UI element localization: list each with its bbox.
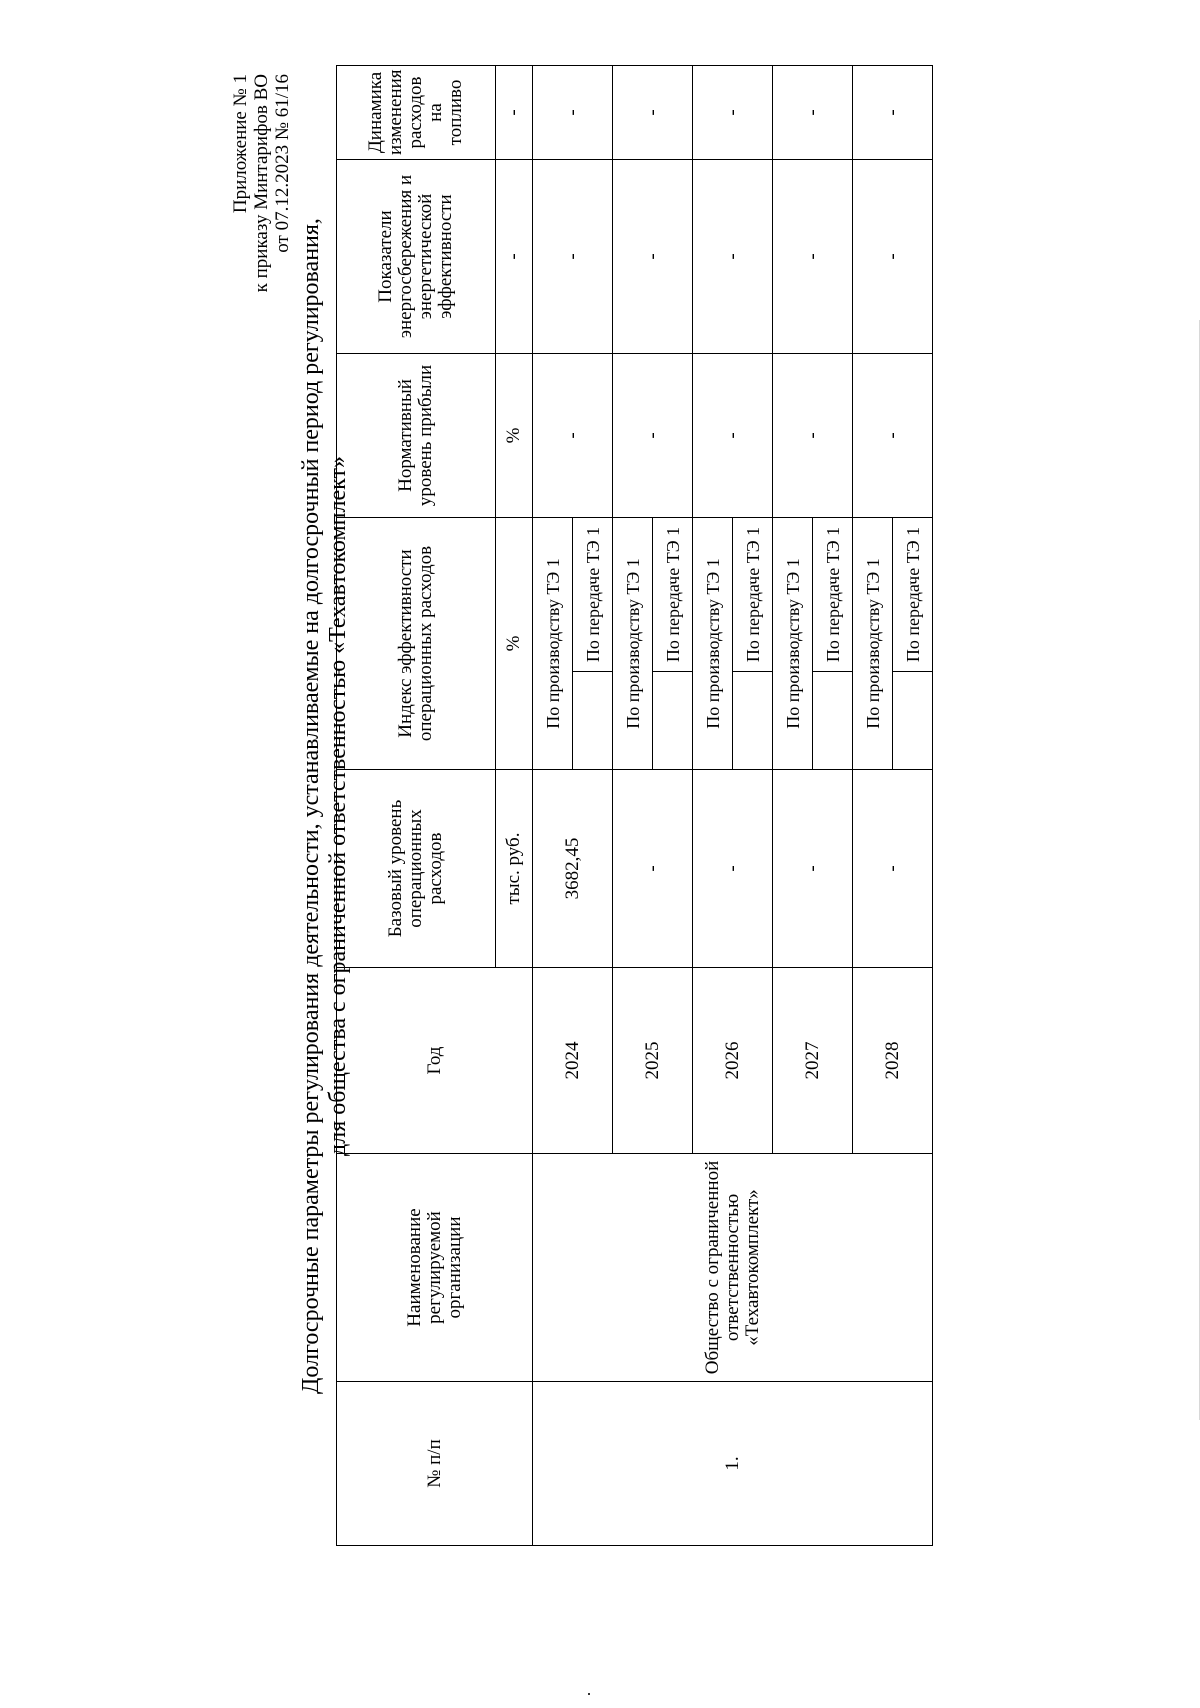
unit-base: тыс. руб. bbox=[496, 770, 533, 968]
year-cell: 2024 bbox=[533, 968, 613, 1154]
index-transmission: По передаче ТЭ 1 bbox=[653, 518, 693, 672]
unit-profit: % bbox=[496, 354, 533, 518]
title-line-1: Долгосрочные параметры регулирования деятельности, устанавливаемые на долгосрочный период регулирования, bbox=[298, 218, 324, 1394]
header-index: Индекс эффективности операционных расходов bbox=[337, 518, 496, 770]
index-transmission: По передаче ТЭ 1 bbox=[733, 518, 773, 672]
appendix-header bbox=[230, 74, 293, 292]
fuel-cell: - bbox=[773, 66, 853, 160]
header-num: № п/п bbox=[337, 1382, 533, 1546]
profit-cell: - bbox=[613, 354, 693, 518]
header-row bbox=[337, 66, 496, 1546]
energy-cell: - bbox=[533, 160, 613, 354]
header-energy: Показатели энергосбережения и энергетической эффективности bbox=[337, 160, 496, 354]
index-transmission: По передаче ТЭ 1 bbox=[813, 518, 853, 672]
profit-cell: - bbox=[693, 354, 773, 518]
rotated-content bbox=[230, 66, 923, 1546]
fuel-cell: - bbox=[853, 66, 933, 160]
index-production: По производству ТЭ 1 bbox=[613, 518, 653, 770]
energy-cell: - bbox=[853, 160, 933, 354]
index-production: По производству ТЭ 1 bbox=[693, 518, 733, 770]
header-base: Базовый уровень операционных расходов bbox=[337, 770, 496, 968]
row-num: 1. bbox=[533, 1382, 933, 1546]
scan-dot bbox=[588, 1693, 590, 1695]
base-cell: - bbox=[693, 770, 773, 968]
header-org: Наименование регулируемой организации bbox=[337, 1154, 533, 1382]
fuel-cell: - bbox=[613, 66, 693, 160]
table-row bbox=[533, 66, 573, 1546]
index-transmission: По передаче ТЭ 1 bbox=[573, 518, 613, 672]
year-cell: 2025 bbox=[613, 968, 693, 1154]
year-cell: 2026 bbox=[693, 968, 773, 1154]
year-cell: 2028 bbox=[853, 968, 933, 1154]
energy-cell: - bbox=[613, 160, 693, 354]
index-production: По производству ТЭ 1 bbox=[853, 518, 893, 770]
index-production: По производству ТЭ 1 bbox=[773, 518, 813, 770]
energy-cell: - bbox=[693, 160, 773, 354]
profit-cell: - bbox=[853, 354, 933, 518]
index-transmission: По передаче ТЭ 1 bbox=[893, 518, 933, 672]
header-year: Год bbox=[337, 968, 533, 1154]
profit-cell: - bbox=[533, 354, 613, 518]
appendix-line-1: Приложение № 1 bbox=[230, 74, 251, 214]
header-fuel: Динамика изменения расходов на топливо bbox=[337, 66, 496, 160]
unit-energy: - bbox=[496, 160, 533, 354]
year-cell: 2027 bbox=[773, 968, 853, 1154]
index-production: По производству ТЭ 1 bbox=[533, 518, 573, 770]
unit-fuel: - bbox=[496, 66, 533, 160]
header-profit: Нормативный уровень прибыли bbox=[337, 354, 496, 518]
fuel-cell: - bbox=[533, 66, 613, 160]
title-line-2: для общества с ограниченной ответственностью «Техавтокомплект» bbox=[325, 456, 351, 1156]
base-cell: - bbox=[773, 770, 853, 968]
appendix-line-3: от 07.12.2023 № 61/16 bbox=[272, 74, 293, 253]
org-name: Общество с ограниченной ответственностью «Техавтокомплект» bbox=[533, 1154, 933, 1382]
base-cell: - bbox=[613, 770, 693, 968]
energy-cell: - bbox=[773, 160, 853, 354]
profit-cell: - bbox=[773, 354, 853, 518]
base-cell: 3682,45 bbox=[533, 770, 613, 968]
base-cell: - bbox=[853, 770, 933, 968]
fuel-cell: - bbox=[693, 66, 773, 160]
unit-index: % bbox=[496, 518, 533, 770]
appendix-line-2: к приказу Минтарифов ВО bbox=[251, 74, 272, 293]
parameters-table bbox=[336, 65, 933, 1546]
